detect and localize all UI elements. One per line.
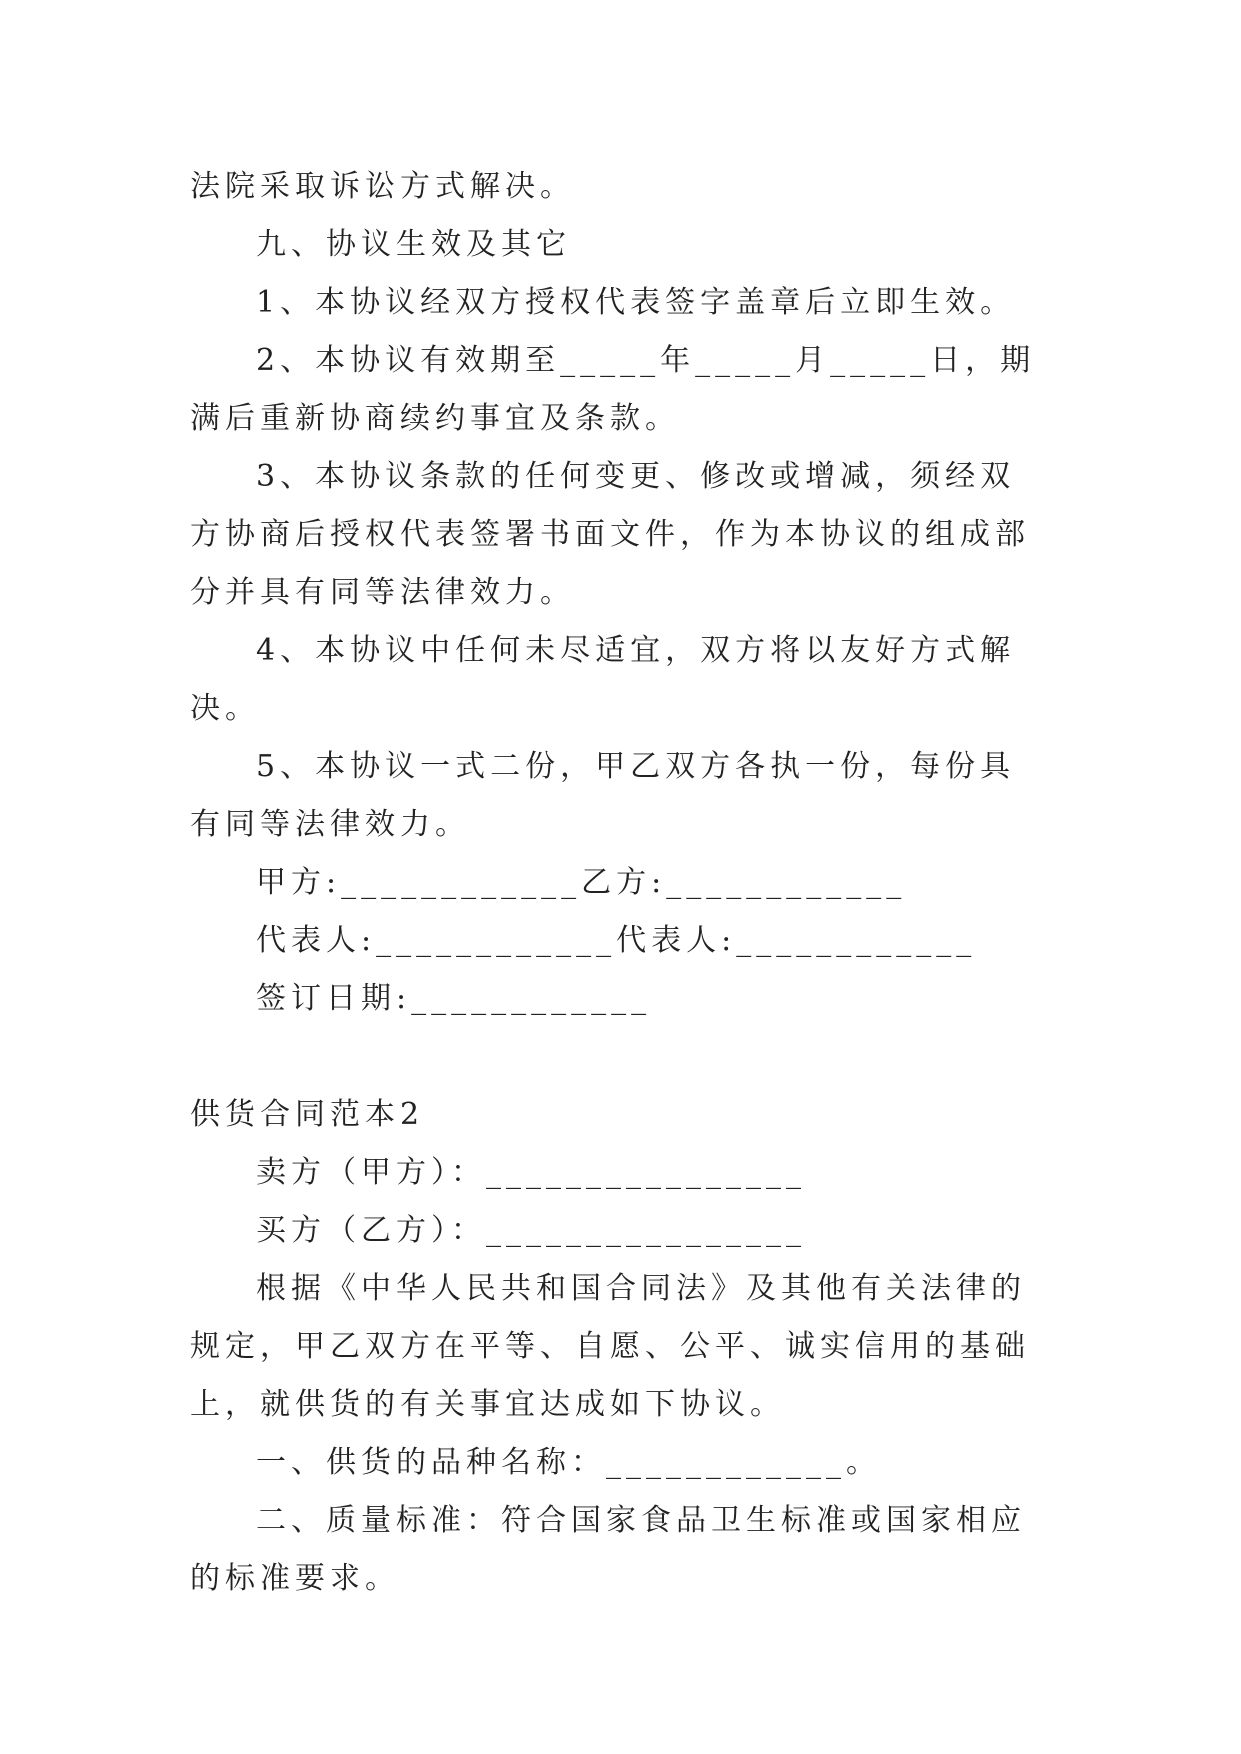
clause-paragraph: 5、本协议一式二份，甲乙双方各执一份，每份具有同等法律效力。: [190, 749, 1016, 842]
signature-representatives-line: 代表人:____________代表人:____________: [256, 923, 977, 958]
seller-line: 卖方（甲方）：________________: [256, 1155, 806, 1190]
clause-paragraph: 1、本协议经双方授权代表签字盖章后立即生效。: [256, 285, 1016, 320]
buyer-line: 买方（乙方）：________________: [256, 1213, 806, 1248]
clause-paragraph: 4、本协议中任何未尽适宜，双方将以友好方式解决。: [190, 633, 1016, 726]
clause-paragraph: 一、供货的品种名称：____________。: [256, 1445, 881, 1480]
clause-paragraph: 2、本协议有效期至_____年_____月_____日，期满后重新协商续约事宜及条款。: [190, 343, 1036, 436]
signature-parties-line: 甲方:____________乙方:____________: [256, 865, 907, 900]
clause-paragraph: 二、质量标准：符合国家食品卫生标准或国家相应的标准要求。: [190, 1503, 1026, 1596]
document-body: [190, 158, 1050, 1608]
signing-date-line: 签订日期:____________: [256, 981, 652, 1016]
clause-paragraph: 3、本协议条款的任何变更、修改或增减，须经双方协商后授权代表签署书面文件，作为本协议的组成部分并具有同等法律效力。: [190, 459, 1030, 610]
section-heading: 九、协议生效及其它: [256, 227, 571, 262]
preamble-paragraph: 根据《中华人民共和国合同法》及其他有关法律的规定，甲乙双方在平等、自愿、公平、诚实信用的基础上，就供货的有关事宜达成如下协议。: [190, 1271, 1030, 1422]
blank-line: [190, 1028, 1050, 1086]
paragraph: 法院采取诉讼方式解决。: [190, 169, 575, 204]
document-title: 供货合同范本2: [190, 1097, 425, 1132]
